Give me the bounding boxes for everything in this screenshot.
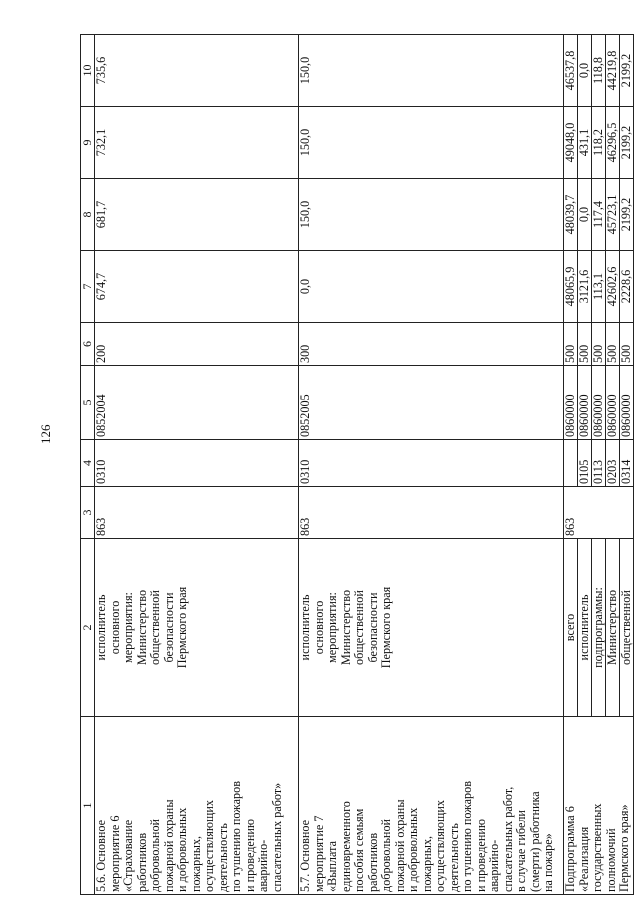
cell-line: 42602,6 [606, 251, 620, 322]
page-number: 126 [38, 424, 53, 444]
col-header: 7 [81, 251, 95, 323]
cell-line: 3121,6 [578, 251, 592, 322]
activity-name: 5.6. Основное мероприятие 6 «Страхование работников добровольной пожарной охраны и добровольных пожарных, осуществляющих деятельность по тушению пожаров и проведению аварийно- спасательных работ» [95, 717, 299, 895]
cell-line: 49048,0 [564, 107, 578, 178]
table-row-subprogram [564, 35, 634, 895]
cell-line: 0105 [578, 440, 592, 486]
col-header: 10 [81, 35, 95, 107]
cell-line: 117,4 [592, 179, 606, 250]
budget-table [80, 34, 634, 895]
col-header: 1 [81, 717, 95, 895]
amount: 674,7 [95, 251, 299, 323]
cell-line: 431,1 [578, 107, 592, 178]
amount-stack [564, 35, 634, 107]
cell-line: 0,0 [578, 35, 592, 106]
code-target: 0852004 [95, 366, 299, 440]
cell-line: 500 [592, 323, 606, 365]
cell-line: исполнитель [578, 539, 592, 716]
amount: 150,0 [299, 35, 564, 107]
cell-line: 118,8 [592, 35, 606, 106]
cell-line: 500 [606, 323, 620, 365]
cell-line: 45723,1 [606, 179, 620, 250]
amount: 732,1 [95, 107, 299, 179]
cell-line: 48065,9 [564, 251, 578, 322]
code-section: 0310 [95, 440, 299, 487]
cell-line: 500 [564, 323, 578, 365]
amount-stack [564, 251, 634, 323]
cell-line: подпрограммы: [592, 539, 606, 716]
code-section-stack [564, 440, 634, 487]
cell-line: 0860000 [564, 366, 578, 439]
cell-line: 2228,6 [619, 269, 633, 304]
cell-line: 2199,2 [619, 197, 633, 232]
amount: 0,0 [299, 251, 564, 323]
cell-line: 2199,2 [619, 53, 633, 88]
cell-line: 0113 [592, 440, 606, 486]
cell-line: 0860000 [606, 366, 620, 439]
cell-line: 113,1 [592, 251, 606, 322]
code-type: 300 [299, 323, 564, 366]
cell-line: Министерство [606, 539, 620, 716]
amount-stack [564, 107, 634, 179]
cell-line: 0,0 [578, 179, 592, 250]
cell-line: 0860000 [619, 394, 633, 437]
col-header: 5 [81, 366, 95, 440]
table-row [95, 35, 299, 895]
cell-line: 0314 [619, 459, 633, 484]
cell-line: 0860000 [578, 366, 592, 439]
col-header: 9 [81, 107, 95, 179]
cell-line: всего [564, 539, 578, 716]
code-grbs: 863 [299, 487, 564, 539]
col-header: 2 [81, 539, 95, 717]
subprogram-name: Подпрограмма 6 «Реализация государственных полномочий Пермского края» [564, 717, 634, 895]
cell-line: 0203 [606, 440, 620, 486]
cell-line: 118,2 [592, 107, 606, 178]
cell-line [564, 440, 578, 486]
cell-line: 500 [578, 323, 592, 365]
subprogram-executor [564, 539, 634, 717]
cell-line: 2199,2 [619, 125, 633, 160]
code-grbs: 863 [564, 487, 634, 539]
cell-line: 46296,5 [606, 107, 620, 178]
amount: 735,6 [95, 35, 299, 107]
cell-line: 44219,8 [606, 35, 620, 106]
code-type: 200 [95, 323, 299, 366]
activity-name: 5.7. Основное мероприятие 7 «Выплата единовременного пособия семьям работников добровольной пожарной охраны и добровольных пожарных, осуществляющих деятельность по тушению пожаров и проведению аварийно- спасательных работ, в случае гибели (смерти) работника на пожаре» [299, 717, 564, 895]
cell-line: 0860000 [592, 366, 606, 439]
col-header: 8 [81, 179, 95, 251]
code-target: 0852005 [299, 366, 564, 440]
col-header: 6 [81, 323, 95, 366]
code-section: 0310 [299, 440, 564, 487]
amount: 681,7 [95, 179, 299, 251]
cell-line: общественной [619, 590, 633, 665]
code-type-stack [564, 323, 634, 366]
header-row [81, 35, 95, 895]
amount: 150,0 [299, 107, 564, 179]
table-row [299, 35, 564, 895]
cell-line: 46537,8 [564, 35, 578, 106]
amount: 150,0 [299, 179, 564, 251]
col-header: 4 [81, 440, 95, 487]
executor: исполнитель основного мероприятия: Министерство общественной безопасности Пермского края [299, 539, 564, 717]
rotated-table-page [80, 35, 633, 895]
cell-line: 48039,7 [564, 179, 578, 250]
code-grbs: 863 [95, 487, 299, 539]
col-header: 3 [81, 487, 95, 539]
amount-stack [564, 179, 634, 251]
cell-line: 500 [619, 344, 633, 363]
executor: исполнитель основного мероприятия: Министерство общественной безопасности Пермского края [95, 539, 299, 717]
code-target-stack [564, 366, 634, 440]
